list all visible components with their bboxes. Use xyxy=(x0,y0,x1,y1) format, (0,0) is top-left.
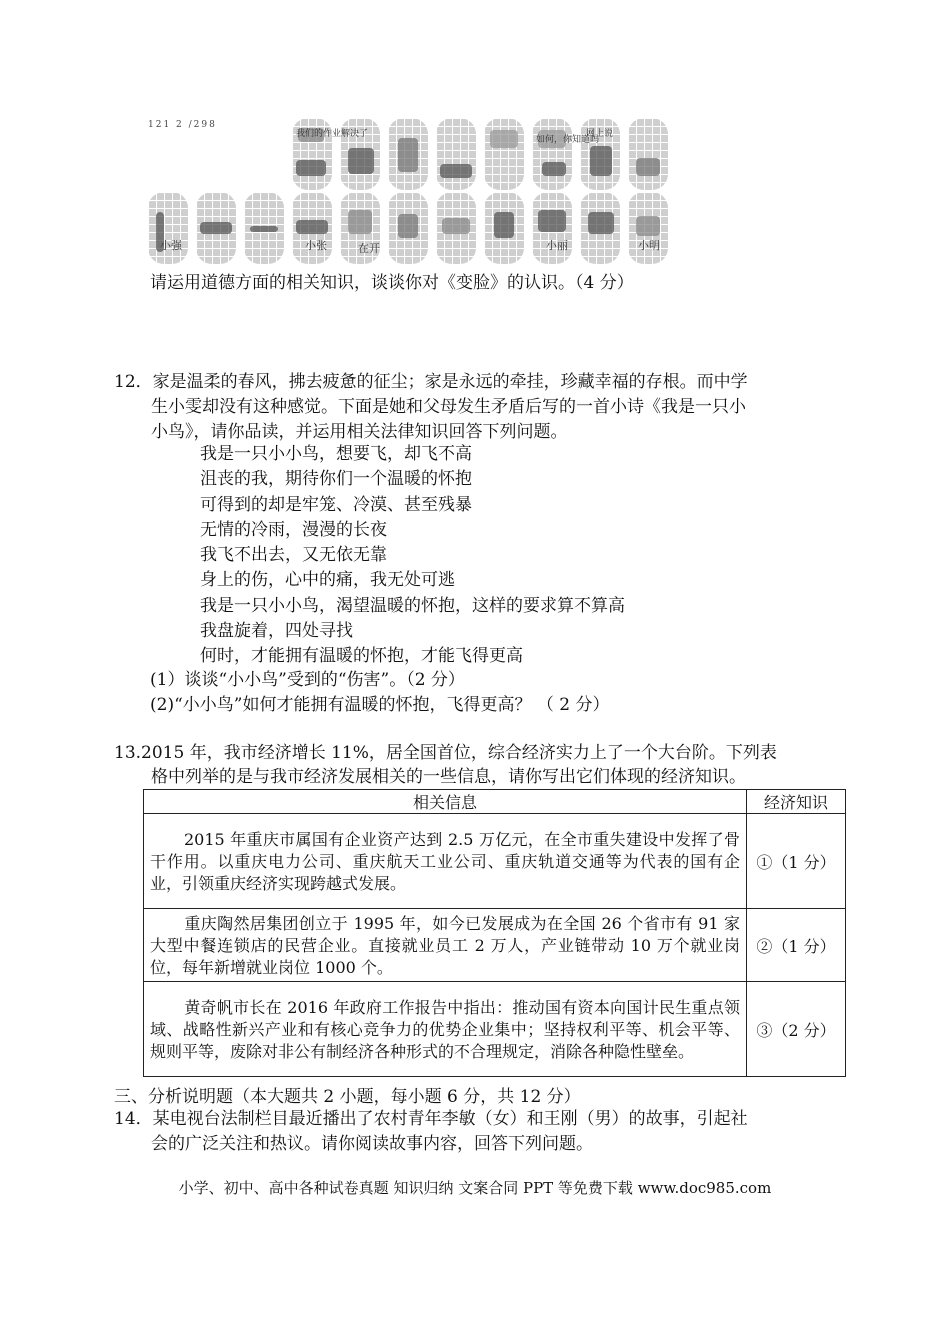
comic-panel xyxy=(628,118,668,190)
table-cell-info-text: 重庆陶然居集团创立于 1995 年，如今已发展成为在全国 26 个省市有 91 家大型中餐连锁店的民营企业。直接就业员工 2 万人，产业链带动 10 万个就业岗位，每年新增就业岗位 1000 个。 xyxy=(150,914,740,977)
table-cell-knowledge: ①（1 分） xyxy=(747,814,846,909)
question-12-intro-line: 生小雯却没有这种感觉。下面是她和父母发生矛盾后写的一首小诗《我是一只小 xyxy=(151,397,746,417)
section-3-heading: 三、分析说明题（本大题共 2 小题，每小题 6 分，共 12 分） xyxy=(114,1087,581,1107)
poem-line: 我飞不出去，又无依无靠 xyxy=(200,545,387,566)
poem-line: 我是一只小小鸟，渴望温暖的怀抱，这样的要求算不算高 xyxy=(200,595,625,616)
question-14-line: 会的广泛关注和热议。请你阅读故事内容，回答下列问题。 xyxy=(151,1134,593,1154)
table-header: 相关信息 xyxy=(144,790,747,814)
comic-panel xyxy=(196,192,236,264)
question-12-intro-line: 小鸟》，请你品读，并运用相关法律知识回答下列问题。 xyxy=(151,422,568,442)
table-cell-knowledge: ②（1 分） xyxy=(747,909,846,982)
comic-panel xyxy=(484,118,524,190)
poem-line: 我是一只小小鸟，想要飞，却飞不高 xyxy=(200,444,472,464)
question-13-intro-line: 13.2015 年，我市经济增长 11%，居全国首位，综合经济实力上了一个大台阶。下列表 xyxy=(114,743,777,763)
question-12-sub-2: (2)“小小鸟”如何才能拥有温暖的怀抱，飞得更高？ （ 2 分） xyxy=(150,695,610,715)
poem-line: 可得到的却是牢笼、冷漠、甚至残暴 xyxy=(200,494,472,515)
table-cell-info xyxy=(144,814,747,909)
comic-panel xyxy=(484,192,524,264)
comic-panel xyxy=(388,192,428,264)
question-12-sub-1: (1）谈谈“小小鸟”受到的“伤害”。（2 分） xyxy=(150,670,465,690)
comic-name-label: 小强 xyxy=(160,239,182,252)
poem-line: 无情的冷雨，漫漫的长夜 xyxy=(200,519,387,540)
comic-strip-image xyxy=(140,112,680,267)
comic-panel xyxy=(148,192,188,264)
comic-bubble: 我们的作业解决了 xyxy=(296,129,369,139)
question-14 xyxy=(114,1107,748,1157)
comic-bubble: 如何，你知道吗 xyxy=(536,135,600,145)
question-14-line: 14．某电视台法制栏目最近播出了农村青年李敏（女）和王刚（男）的故事，引起社 xyxy=(114,1109,748,1129)
comic-name-label: 在开 xyxy=(358,242,380,255)
comic-panel xyxy=(292,192,332,264)
poem-line: 何时，才能拥有温暖的怀抱，才能飞得更高 xyxy=(200,646,523,667)
table-cell-info-text: 2015 年重庆市属国有企业资产达到 2.5 万亿元，在全市重失建设中发挥了骨干作用。以重庆电力公司、重庆航天工业公司、重庆轨道交通等为代表的国有企业，引领重庆经济实现跨越式发展。 xyxy=(150,830,740,893)
comic-name-label: 小明 xyxy=(638,239,660,252)
question-12-intro xyxy=(114,370,748,445)
table-header-row xyxy=(144,790,846,814)
table-cell-knowledge: ③（2 分） xyxy=(747,982,846,1077)
table-cell-info xyxy=(144,982,747,1077)
comic-panel xyxy=(436,192,476,264)
poem-line: 身上的伤，心中的痛，我无处可逃 xyxy=(200,570,455,591)
poem-line: 我盘旋着，四处寻找 xyxy=(200,621,353,642)
table-row xyxy=(144,909,846,982)
comic-panel xyxy=(532,118,572,190)
page-footer: 小学、初中、高中各种试卷真题 知识归纳 文案合同 PPT 等免费下载 www.doc985.com xyxy=(178,1179,772,1197)
question-13-intro-line: 格中列举的是与我市经济发展相关的一些信息，请你写出它们体现的经济知识。 xyxy=(151,767,746,787)
economy-table xyxy=(143,789,846,1077)
question-12-intro-line: 12．家是温柔的春风，拂去疲惫的征尘；家是永远的牵挂，珍藏幸福的存根。而中学 xyxy=(114,372,748,392)
comic-panel xyxy=(532,192,572,264)
table-cell-info-text: 黄奇帆市长在 2016 年政府工作报告中指出：推动国有资本向国计民生重点领域、战略性新兴产业和有核心竞争力的优势企业集中；坚持权利平等、机会平等、规则平等，废除对非公有制经济各种形式的不合理规定，消除各种隐性壁垒。 xyxy=(150,998,740,1061)
table-header: 经济知识 xyxy=(747,790,846,814)
comic-panel xyxy=(580,192,620,264)
question-13-intro xyxy=(114,741,777,789)
poem-line: 沮丧的我，期待你们一个温暖的怀抱 xyxy=(200,469,472,490)
comic-panel xyxy=(436,118,476,190)
comic-panel xyxy=(628,192,668,264)
poem xyxy=(200,442,625,670)
comic-panel xyxy=(244,192,284,264)
table-row xyxy=(144,814,846,909)
question-11-prompt: 请运用道德方面的相关知识，谈谈你对《变脸》的认识。（4 分） xyxy=(150,273,634,293)
table-cell-info xyxy=(144,909,747,982)
table-row xyxy=(144,982,846,1077)
comic-bubble: 网上说 xyxy=(586,129,614,139)
comic-corner-mark: 121 2 /298 xyxy=(148,120,217,130)
comic-name-label: 小丽 xyxy=(546,239,568,252)
comic-panel xyxy=(388,118,428,190)
comic-name-label: 小张 xyxy=(305,239,327,252)
